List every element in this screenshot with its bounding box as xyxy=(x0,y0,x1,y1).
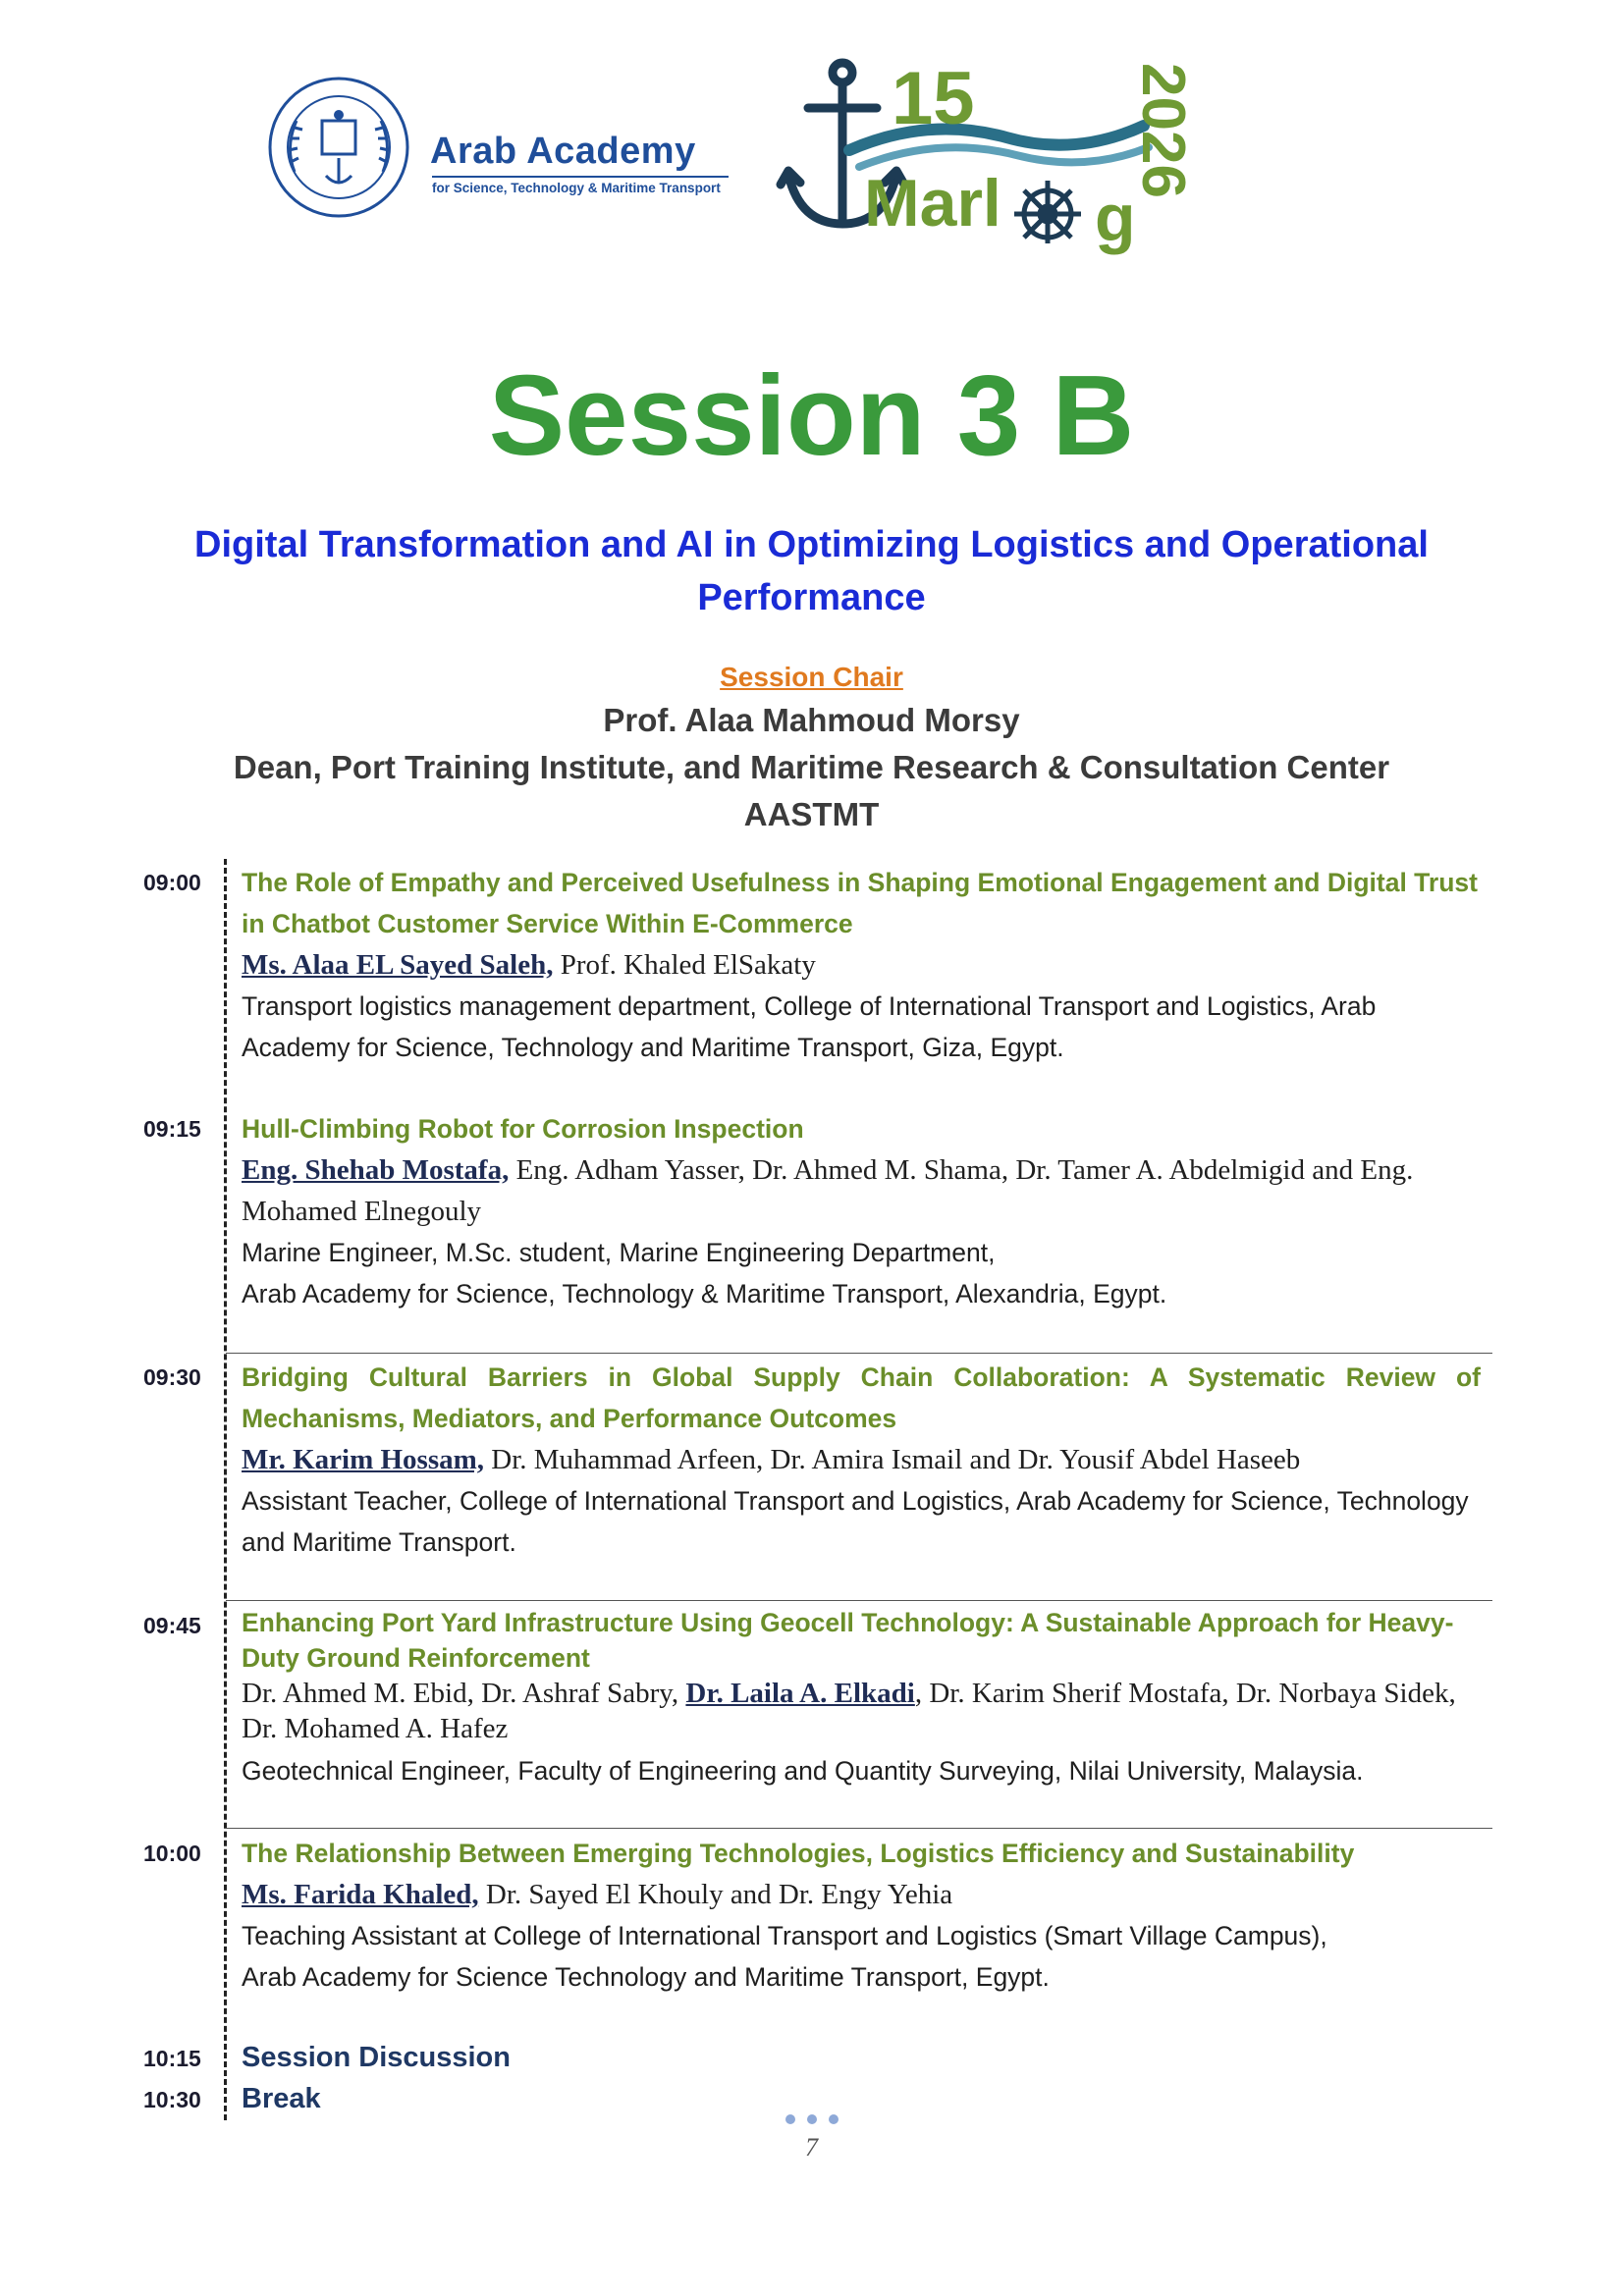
marlog-number: 15 xyxy=(892,57,975,140)
co-authors: , Dr. Karim Sherif Mostafa, Dr. Norbaya Sidek, Dr. Mohamed A. Hafez xyxy=(242,1678,1456,1744)
talk-title: Hull-Climbing Robot for Corrosion Inspection xyxy=(242,1114,804,1144)
talk-authors xyxy=(242,944,1481,986)
co-authors: Prof. Khaled ElSakaty xyxy=(553,949,816,981)
slot-time: 10:00 xyxy=(143,1841,201,1866)
slot-separator xyxy=(226,1828,1492,1829)
co-authors-before: Dr. Ahmed M. Ebid, Dr. Ashraf Sabry, xyxy=(242,1678,686,1709)
co-authors: Dr. Muhammad Arfeen, Dr. Amira Ismail and Dr. Yousif Abdel Haseeb xyxy=(484,1444,1301,1475)
academy-rule xyxy=(432,176,729,178)
talk-affiliation-line-1: Marine Engineer, M.Sc. student, Marine Engineering Department, xyxy=(242,1238,996,1267)
session-theme-line-2: Performance xyxy=(697,577,926,618)
session-chair-name: Prof. Alaa Mahmoud Morsy xyxy=(603,702,1020,738)
talk-authors xyxy=(242,1149,1481,1232)
session-theme-line-1: Digital Transformation and AI in Optimizing Logistics and Operational xyxy=(194,524,1429,565)
aast-seal-icon xyxy=(265,74,412,221)
marlog-logo xyxy=(771,57,1197,255)
marlog-word-right: g xyxy=(1095,181,1136,255)
session-theme xyxy=(0,518,1623,624)
presenter-name: Ms. Alaa EL Sayed Saleh, xyxy=(242,949,554,981)
talk-affiliation-line-2: Arab Academy for Science Technology and Maritime Transport, Egypt. xyxy=(242,1962,1050,1992)
agenda-item xyxy=(242,1108,1481,1314)
talk-authors xyxy=(242,1439,1481,1480)
page-number: 7 xyxy=(805,2133,818,2162)
session-chair-label-text: Session Chair xyxy=(720,662,903,692)
talk-affiliation: Geotechnical Engineer, Faculty of Engineering and Quantity Surveying, Nilai University, Malaysia. xyxy=(242,1756,1364,1786)
talk-authors xyxy=(242,1874,1481,1915)
co-authors: Eng. Adham Yasser, Dr. Ahmed M. Shama, Dr. Tamer A. Abdelmigid and Eng. Mohamed Elnegouly xyxy=(242,1154,1414,1227)
talk-title: Enhancing Port Yard Infrastructure Using Geocell Technology: A Sustainable Approach for Heavy-Duty Ground Reinforcement xyxy=(242,1608,1454,1673)
talk-title: The Role of Empathy and Perceived Usefulness in Shaping Emotional Engagement and Digital Trust in Chatbot Customer Service Within E-Commerce xyxy=(242,868,1478,938)
agenda-item xyxy=(242,862,1481,1068)
session-chair-org: AASTMT xyxy=(743,796,880,832)
agenda-item xyxy=(242,1605,1481,1791)
agenda-item xyxy=(242,1357,1481,1563)
discussion-label: Session Discussion xyxy=(242,2042,511,2073)
talk-authors xyxy=(242,1676,1481,1746)
academy-subtitle: for Science, Technology & Maritime Transport xyxy=(432,181,721,195)
talk-affiliation-line-2: Arab Academy for Science, Technology & Maritime Transport, Alexandria, Egypt. xyxy=(242,1279,1167,1308)
slot-separator xyxy=(226,1353,1492,1354)
session-chair-label xyxy=(0,662,1623,693)
talk-affiliation: Transport logistics management department, College of International Transport and Logistics, Arab Academy for Science, Technology and Maritime Transport, Giza, Egypt. xyxy=(242,991,1377,1062)
session-chair-position: Dean, Port Training Institute, and Maritime Research & Consultation Center xyxy=(233,749,1390,785)
talk-title: The Relationship Between Emerging Technologies, Logistics Efficiency and Sustainability xyxy=(242,1839,1355,1868)
session-title: Session 3 B xyxy=(488,351,1135,479)
presenter-name: Eng. Shehab Mostafa, xyxy=(242,1154,510,1186)
break-label: Break xyxy=(242,2083,321,2114)
slot-time: 09:00 xyxy=(143,870,201,895)
slot-separator xyxy=(226,1600,1492,1601)
slot-time: 09:30 xyxy=(143,1364,201,1390)
marlog-word-left: Marl xyxy=(864,166,1001,240)
slot-time: 10:30 xyxy=(143,2087,201,2112)
aast-logo xyxy=(265,74,736,221)
presenter-name: Ms. Farida Khaled, xyxy=(242,1879,479,1910)
presenter-name: Dr. Laila A. Elkadi xyxy=(685,1678,915,1709)
ship-wheel-icon xyxy=(1014,181,1081,243)
talk-affiliation-line-1: Teaching Assistant at College of International Transport and Logistics (Smart Village Campus), xyxy=(242,1921,1327,1950)
timeline-divider xyxy=(224,859,227,2120)
co-authors: Dr. Sayed El Khouly and Dr. Engy Yehia xyxy=(478,1879,953,1910)
agenda-item xyxy=(242,1833,1481,1998)
presenter-name: Mr. Karim Hossam, xyxy=(242,1444,485,1475)
ellipsis-dots-icon xyxy=(783,2112,841,2126)
academy-name: Arab Academy xyxy=(430,131,696,172)
talk-title: Bridging Cultural Barriers in Global Supply Chain Collaboration: A Systematic Review of Mechanisms, Mediators, and Performance Outcomes xyxy=(242,1362,1481,1433)
slot-time: 10:15 xyxy=(143,2046,201,2071)
talk-affiliation: Assistant Teacher, College of International Transport and Logistics, Arab Academy for Science, Technology and Maritime Transport. xyxy=(242,1486,1469,1557)
marlog-year: 2026 xyxy=(1129,63,1197,198)
slot-time: 09:15 xyxy=(143,1116,201,1142)
slot-time: 09:45 xyxy=(143,1613,201,1638)
